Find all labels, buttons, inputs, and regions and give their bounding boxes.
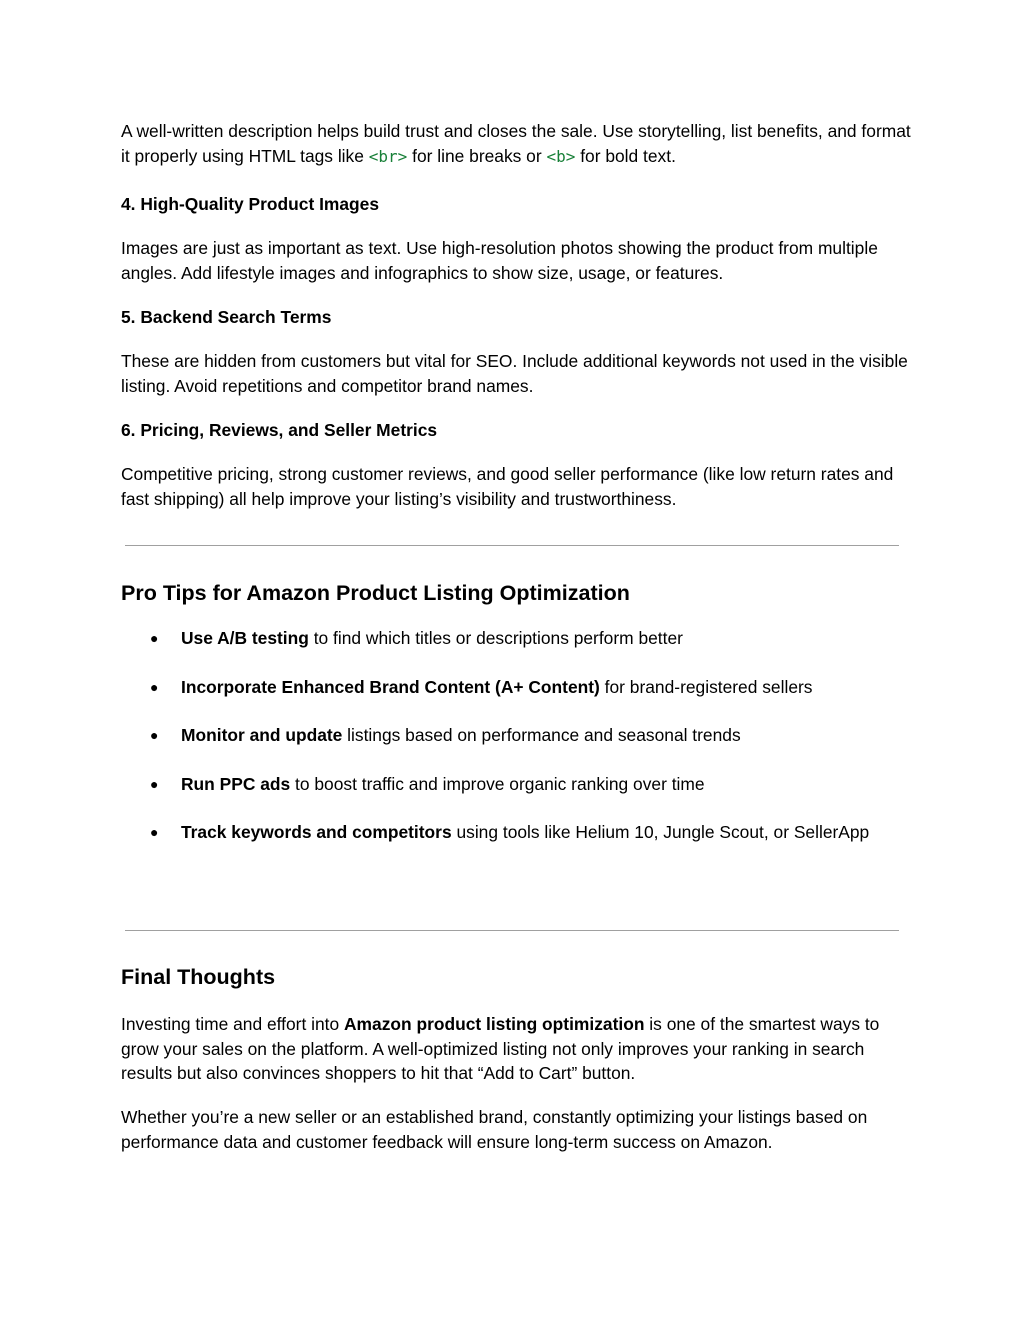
section-body-images: Images are just as important as text. Use high-resolution photos showing the product from multiple angles. Add lifestyle images and infographics to show size, usage, or features. [121,238,878,283]
tip-text: to find which titles or descriptions perform better [308,628,683,648]
code-br-tag: <br> [368,146,408,166]
tip-text: for brand-registered sellers [599,676,813,697]
tip-bold-text: Run PPC ads [181,773,291,794]
intro-text-2: for line breaks or [407,145,547,166]
list-item [121,820,911,845]
intro-paragraph [121,119,911,169]
list-item [121,772,911,797]
bullet-icon: ● [150,775,159,792]
code-b-tag: <b> [546,146,576,166]
final-thoughts-heading: Final Thoughts [121,965,276,989]
section-heading-pricing: 6. Pricing, Reviews, and Seller Metrics [121,420,438,440]
section-heading-images: 4. High-Quality Product Images [121,194,380,214]
tip-bold-text: Use A/B testing [181,628,309,648]
bullet-icon: ● [150,678,159,695]
final-bold-text: Amazon product listing optimization [344,1014,645,1034]
section-body-pricing: Competitive pricing, strong customer reviews, and good seller performance (like low return rates and fast shipping) all help improve your listing’s visibility and trustworthiness. [121,464,894,509]
tip-text: using tools like Helium 10, Jungle Scout, or SellerApp [451,822,870,842]
pro-tips-heading: Pro Tips for Amazon Product Listing Optimization [121,581,630,605]
pro-tips-list [121,626,911,869]
final-paragraph-2: Whether you’re a new seller or an established brand, constantly optimizing your listings based on performance data and customer feedback will ensure long-term success on Amazon. [121,1107,868,1152]
section-body-backend: These are hidden from customers but vital for SEO. Include additional keywords not used in the visible listing. Avoid repetitions and competitor brand names. [121,351,908,396]
tip-bold-text: Track keywords and competitors [181,822,452,842]
list-item [121,626,911,651]
horizontal-rule [125,545,899,546]
tip-bold-text: Monitor and update [181,725,343,745]
final-text-2: is one of the smartest ways to grow your sales on the platform. A well-optimized listing not only improves your ranking in search results but also convinces shoppers to hit that “Add to Cart” button. [121,1014,880,1083]
tip-bold-text: Incorporate Enhanced Brand Content (A+ Content) [181,676,600,697]
section-heading-backend: 5. Backend Search Terms [121,307,332,327]
intro-text-1: A well-written description helps build trust and closes the sale. Use storytelling, list benefits, and format it properly using HTML tags like [121,121,911,166]
tip-text: listings based on performance and seasonal trends [342,725,741,745]
list-item [121,723,911,748]
final-paragraph-1 [121,1012,911,1086]
bullet-icon: ● [150,630,159,646]
bullet-icon: ● [150,824,159,840]
horizontal-rule [125,930,899,931]
intro-text-3: for bold text. [575,145,676,166]
bullet-icon: ● [150,727,159,743]
final-text-1: Investing time and effort into [121,1014,344,1034]
tip-text: to boost traffic and improve organic ranking over time [290,773,705,794]
list-item [121,675,911,700]
